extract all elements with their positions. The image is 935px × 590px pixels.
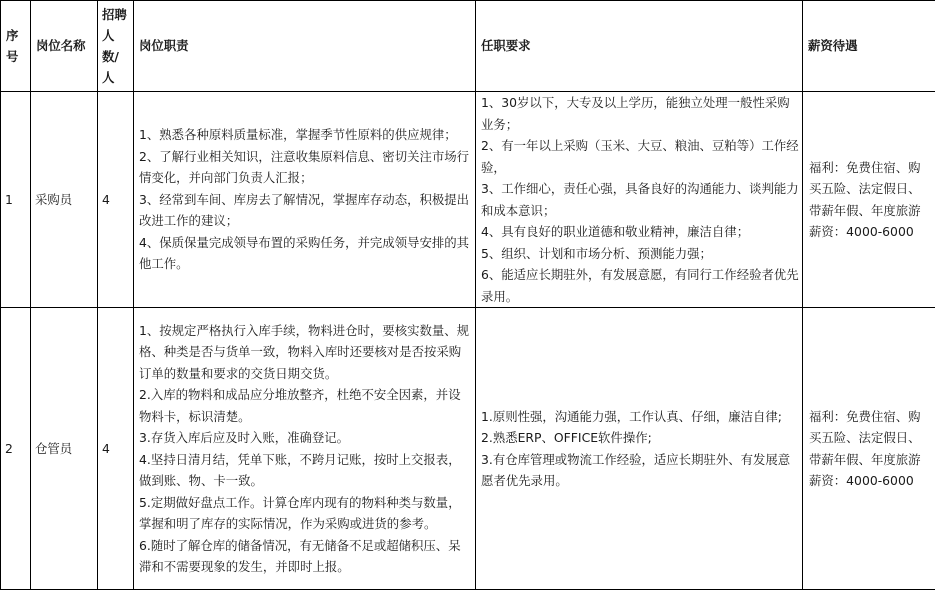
table-row	[1, 92, 935, 308]
table-row	[1, 308, 935, 590]
benefit-welfare: 福利：免费住宿、购买五险、法定假日、带薪年假、年度旅游	[809, 406, 931, 471]
cell-position-name: 仓管员	[31, 308, 98, 590]
duty-line: 4.坚持日清月结，凭单下账，不跨月记账，按时上交报表，做到账、物、卡一致。	[139, 449, 472, 492]
cell-duties	[134, 92, 476, 308]
cell-requirements	[476, 92, 803, 308]
table-header-row	[1, 1, 935, 92]
header-benefits: 薪资待遇	[803, 1, 935, 92]
requirement-line: 5、组织、计划和市场分析、预测能力强；	[481, 243, 799, 265]
cell-position-name: 采购员	[31, 92, 98, 308]
duty-line: 3、经常到车间、库房去了解情况，掌握库存动态，积极提出改进工作的建议；	[139, 189, 472, 232]
cell-benefits	[803, 92, 935, 308]
cell-hiring-count: 4	[98, 308, 134, 590]
cell-index: 2	[1, 308, 31, 590]
cell-requirements	[476, 308, 803, 590]
duty-line: 4、保质保量完成领导布置的采购任务，并完成领导安排的其他工作。	[139, 232, 472, 275]
requirement-line: 3.有仓库管理或物流工作经验，适应长期驻外、有发展意愿者优先录用。	[481, 449, 799, 492]
benefit-salary: 薪资：4000-6000	[809, 221, 931, 243]
requirement-line: 2、有一年以上采购（玉米、大豆、粮油、豆粕等）工作经验，	[481, 135, 799, 178]
header-duties: 岗位职责	[134, 1, 476, 92]
benefit-salary: 薪资：4000-6000	[809, 470, 931, 492]
requirement-line: 3、工作细心，责任心强，具备良好的沟通能力、谈判能力和成本意识；	[481, 178, 799, 221]
requirement-line: 6、能适应长期驻外，有发展意愿，有同行工作经验者优先录用。	[481, 264, 799, 307]
requirement-line: 1、30岁以下，大专及以上学历，能独立处理一般性采购业务；	[481, 92, 799, 135]
requirement-line: 2.熟悉ERP、OFFICE软件操作;	[481, 427, 799, 449]
duty-line: 1、熟悉各种原料质量标准，掌握季节性原料的供应规律；	[139, 124, 472, 146]
duty-line: 2.入库的物料和成品应分堆放整齐，杜绝不安全因素，并设物料卡，标识清楚。	[139, 384, 472, 427]
cell-duties	[134, 308, 476, 590]
duty-line: 5.定期做好盘点工作。计算仓库内现有的物料种类与数量，掌握和明了库存的实际情况，作为采购或进货的参考。	[139, 492, 472, 535]
duty-line: 3.存货入库后应及时入账，准确登记。	[139, 427, 472, 449]
benefit-welfare: 福利：免费住宿、购买五险、法定假日、带薪年假、年度旅游	[809, 157, 931, 222]
header-position-name: 岗位名称	[31, 1, 98, 92]
duty-line: 1、按规定严格执行入库手续，物料进仓时，要核实数量、规格、种类是否与货单一致，物料入库时还要核对是否按采购订单的数量和要求的交货日期交货。	[139, 320, 472, 385]
requirement-line: 1.原则性强，沟通能力强，工作认真、仔细，廉洁自律;	[481, 406, 799, 428]
cell-benefits	[803, 308, 935, 590]
cell-index: 1	[1, 92, 31, 308]
header-requirements: 任职要求	[476, 1, 803, 92]
header-hiring-count: 招聘人数/人	[98, 1, 134, 92]
header-index: 序号	[1, 1, 31, 92]
duty-line: 6.随时了解仓库的储备情况，有无储备不足或超储积压、呆滞和不需要现象的发生，并即时上报。	[139, 535, 472, 578]
requirement-line: 4、具有良好的职业道德和敬业精神，廉洁自律；	[481, 221, 799, 243]
duty-line: 2、了解行业相关知识，注意收集原料信息、密切关注市场行情变化，并向部门负责人汇报；	[139, 146, 472, 189]
cell-hiring-count: 4	[98, 92, 134, 308]
